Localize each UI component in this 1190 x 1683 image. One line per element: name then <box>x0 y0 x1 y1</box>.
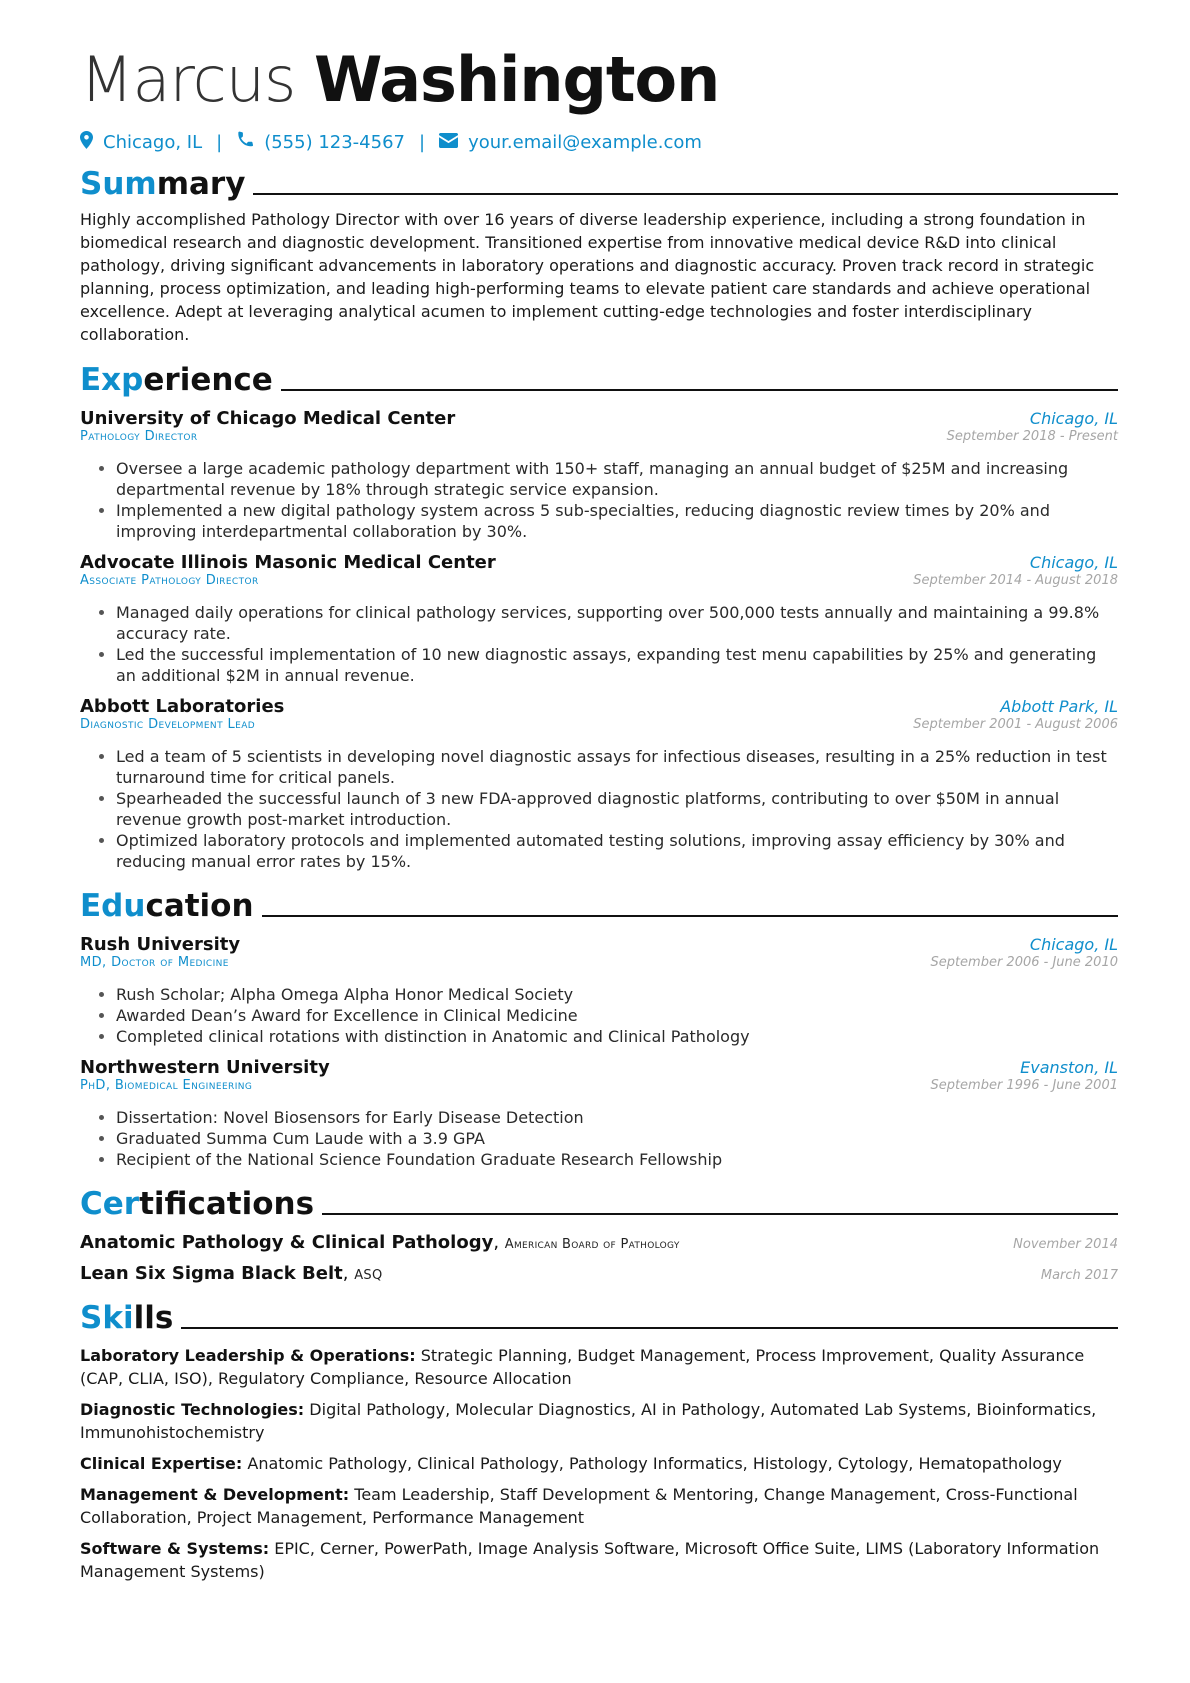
section-rule <box>262 915 1118 917</box>
resume-page <box>80 40 1118 1583</box>
entry-header-row <box>80 696 1118 717</box>
certification-name: Lean Six Sigma Black Belt <box>80 1263 343 1284</box>
skill-line <box>80 1344 1118 1390</box>
entry-bullet-list <box>80 1107 1118 1170</box>
last-name: Washington <box>314 43 720 116</box>
entry-bullet-list <box>80 458 1118 542</box>
certification-row <box>80 1232 1118 1253</box>
skill-category: Diagnostic Technologies: <box>80 1400 305 1419</box>
section-heading-experience <box>80 358 1118 398</box>
entry-bullet-list <box>80 602 1118 686</box>
entry-subheader-row <box>80 717 1118 732</box>
heading-highlight: Ski <box>80 1300 134 1336</box>
entry-location: Chicago, IL <box>1029 553 1118 572</box>
section-heading-education <box>80 884 1118 924</box>
email-link[interactable]: your.email@example.com <box>468 131 702 153</box>
contact-line <box>80 128 1118 156</box>
certification-left <box>80 1232 680 1253</box>
entry-dates: September 2018 - Present <box>946 429 1118 444</box>
bullet-item: • Recipient of the National Science Foundation Graduate Research Fellowship <box>116 1149 1118 1170</box>
skill-line <box>80 1452 1118 1475</box>
heading-highlight: Exp <box>80 362 144 398</box>
heading-rest: erience <box>143 362 273 398</box>
entry-location: Evanston, IL <box>1020 1058 1118 1077</box>
entry-location: Chicago, IL <box>1029 935 1118 954</box>
certification-issuer: ASQ <box>354 1268 383 1283</box>
entry-role: MD, Doctor of Medicine <box>80 955 229 970</box>
entry-subheader-row <box>80 429 1118 444</box>
entry-subheader-row <box>80 573 1118 588</box>
experience-entry <box>80 408 1118 542</box>
phone-text: (555) 123-4567 <box>264 131 405 153</box>
entry-subheader-row <box>80 1078 1118 1093</box>
experience-entry <box>80 696 1118 872</box>
bullet-item: • Awarded Dean’s Award for Excellence in Clinical Medicine <box>116 1005 1118 1026</box>
candidate-name <box>80 40 1118 120</box>
certification-date: March 2017 <box>1040 1268 1118 1283</box>
bullet-item: • Implemented a new digital pathology system across 5 sub-specialties, reducing diagnostic review times by 20% and improving interdepartmental collaboration by 30%. <box>116 500 1118 542</box>
skill-category: Management & Development: <box>80 1485 350 1504</box>
entry-bullet-list <box>80 984 1118 1047</box>
first-name: Marcus <box>80 43 296 116</box>
entry-organization: Abbott Laboratories <box>80 696 285 717</box>
entry-organization: Rush University <box>80 934 241 955</box>
skill-line <box>80 1398 1118 1444</box>
heading-rest: tifications <box>139 1186 315 1222</box>
skill-line <box>80 1483 1118 1529</box>
entry-organization: Northwestern University <box>80 1057 330 1078</box>
education-list <box>80 934 1118 1170</box>
entry-bullet-list <box>80 746 1118 872</box>
entry-dates: September 2006 - June 2010 <box>930 955 1118 970</box>
location-text: Chicago, IL <box>103 131 203 153</box>
certification-list <box>80 1232 1118 1284</box>
entry-subheader-row <box>80 955 1118 970</box>
entry-dates: September 2014 - August 2018 <box>913 573 1118 588</box>
heading-rest: cation <box>145 888 254 924</box>
skill-category: Laboratory Leadership & Operations: <box>80 1346 416 1365</box>
section-rule <box>181 1327 1118 1329</box>
entry-organization: University of Chicago Medical Center <box>80 408 456 429</box>
skill-items: EPIC, Cerner, PowerPath, Image Analysis Software, Microsoft Office Suite, LIMS (Laboratory Information Management Systems) <box>80 1539 1100 1581</box>
bullet-item: • Dissertation: Novel Biosensors for Early Disease Detection <box>116 1107 1118 1128</box>
section-heading-certifications <box>80 1182 1118 1222</box>
certification-row <box>80 1263 1118 1284</box>
section-rule <box>253 193 1118 195</box>
heading-rest: mary <box>156 166 246 202</box>
entry-location: Chicago, IL <box>1029 409 1118 428</box>
contact-separator: | <box>216 131 223 153</box>
section-rule <box>322 1213 1118 1215</box>
skill-items: Digital Pathology, Molecular Diagnostics, AI in Pathology, Automated Lab Systems, Bioinformatics, Immunohistochemistry <box>80 1400 1097 1442</box>
entry-location: Abbott Park, IL <box>1000 697 1118 716</box>
entry-header-row <box>80 408 1118 429</box>
entry-header-row <box>80 934 1118 955</box>
education-entry <box>80 1057 1118 1170</box>
entry-role: Diagnostic Development Lead <box>80 717 256 732</box>
section-rule <box>281 389 1118 391</box>
bullet-item: • Managed daily operations for clinical pathology services, supporting over 500,000 tests annually and maintaining a 99.8% accuracy rate. <box>116 602 1118 644</box>
certification-left <box>80 1263 382 1284</box>
bullet-item: • Rush Scholar; Alpha Omega Alpha Honor Medical Society <box>116 984 1118 1005</box>
skill-items: Team Leadership, Staff Development & Mentoring, Change Management, Cross-Functional Collaboration, Project Management, Performance Management <box>80 1485 1078 1527</box>
heading-rest: lls <box>133 1300 174 1336</box>
bullet-item: • Oversee a large academic pathology department with 150+ staff, managing an annual budget of $25M and increasing departmental revenue by 18% through strategic service expansion. <box>116 458 1118 500</box>
bullet-item: • Graduated Summa Cum Laude with a 3.9 GPA <box>116 1128 1118 1149</box>
education-entry <box>80 934 1118 1047</box>
section-heading-summary <box>80 162 1118 202</box>
phone-icon <box>236 131 254 154</box>
skill-category: Clinical Expertise: <box>80 1454 243 1473</box>
heading-highlight: Cer <box>80 1186 140 1222</box>
skills-list <box>80 1344 1118 1583</box>
skill-line <box>80 1537 1118 1583</box>
bullet-item: • Led the successful implementation of 10 new diagnostic assays, expanding test menu capabilities by 25% and generating an additional $2M in annual revenue. <box>116 644 1118 686</box>
heading-highlight: Edu <box>80 888 146 924</box>
entry-role: Associate Pathology Director <box>80 573 259 588</box>
entry-header-row <box>80 1057 1118 1078</box>
skill-items: Anatomic Pathology, Clinical Pathology, Pathology Informatics, Histology, Cytology, Hematopathology <box>247 1454 1062 1473</box>
contact-separator: | <box>419 131 426 153</box>
entry-role: PhD, Biomedical Engineering <box>80 1078 253 1093</box>
bullet-item: • Spearheaded the successful launch of 3 new FDA-approved diagnostic platforms, contributing to over $50M in annual revenue growth post-market introduction. <box>116 788 1118 830</box>
certification-comma: , <box>342 1263 355 1284</box>
entry-header-row <box>80 552 1118 573</box>
summary-paragraph: Highly accomplished Pathology Director with over 16 years of diverse leadership experience, including a strong foundation in biomedical research and diagnostic development. Transitioned expertise from innovative medical device R&D into clinical pathology, driving significant advancements in laboratory operations and diagnostic accuracy. Proven track record in strategic planning, process optimization, and leading high-performing teams to elevate patient care standards and achieve operational excellence. Adept at leveraging analytical acumen to implement cutting-edge technologies and foster interdisciplinary collaboration. <box>80 210 1095 344</box>
experience-list <box>80 408 1118 872</box>
certification-issuer: American Board of Pathology <box>504 1237 680 1252</box>
entry-organization: Advocate Illinois Masonic Medical Center <box>80 552 496 573</box>
bullet-item: • Led a team of 5 scientists in developing novel diagnostic assays for infectious diseases, resulting in a 25% reduction in test turnaround time for critical panels. <box>116 746 1118 788</box>
certification-date: November 2014 <box>1013 1237 1118 1252</box>
envelope-icon <box>439 132 458 153</box>
certification-name: Anatomic Pathology & Clinical Pathology <box>80 1232 494 1253</box>
entry-dates: September 1996 - June 2001 <box>930 1078 1118 1093</box>
certification-comma: , <box>493 1232 505 1253</box>
skill-items: Strategic Planning, Budget Management, Process Improvement, Quality Assurance (CAP, CLIA, ISO), Regulatory Compliance, Resource Allocation <box>80 1346 1085 1388</box>
skill-category: Software & Systems: <box>80 1539 270 1558</box>
heading-highlight: Sum <box>80 166 157 202</box>
bullet-item: • Completed clinical rotations with distinction in Anatomic and Clinical Pathology <box>116 1026 1118 1047</box>
bullet-item: • Optimized laboratory protocols and implemented automated testing solutions, improving assay efficiency by 30% and reducing manual error rates by 15%. <box>116 830 1118 872</box>
experience-entry <box>80 552 1118 686</box>
map-pin-icon <box>80 131 93 154</box>
entry-role: Pathology Director <box>80 429 198 444</box>
section-heading-skills <box>80 1296 1118 1336</box>
entry-dates: September 2001 - August 2006 <box>913 717 1118 732</box>
